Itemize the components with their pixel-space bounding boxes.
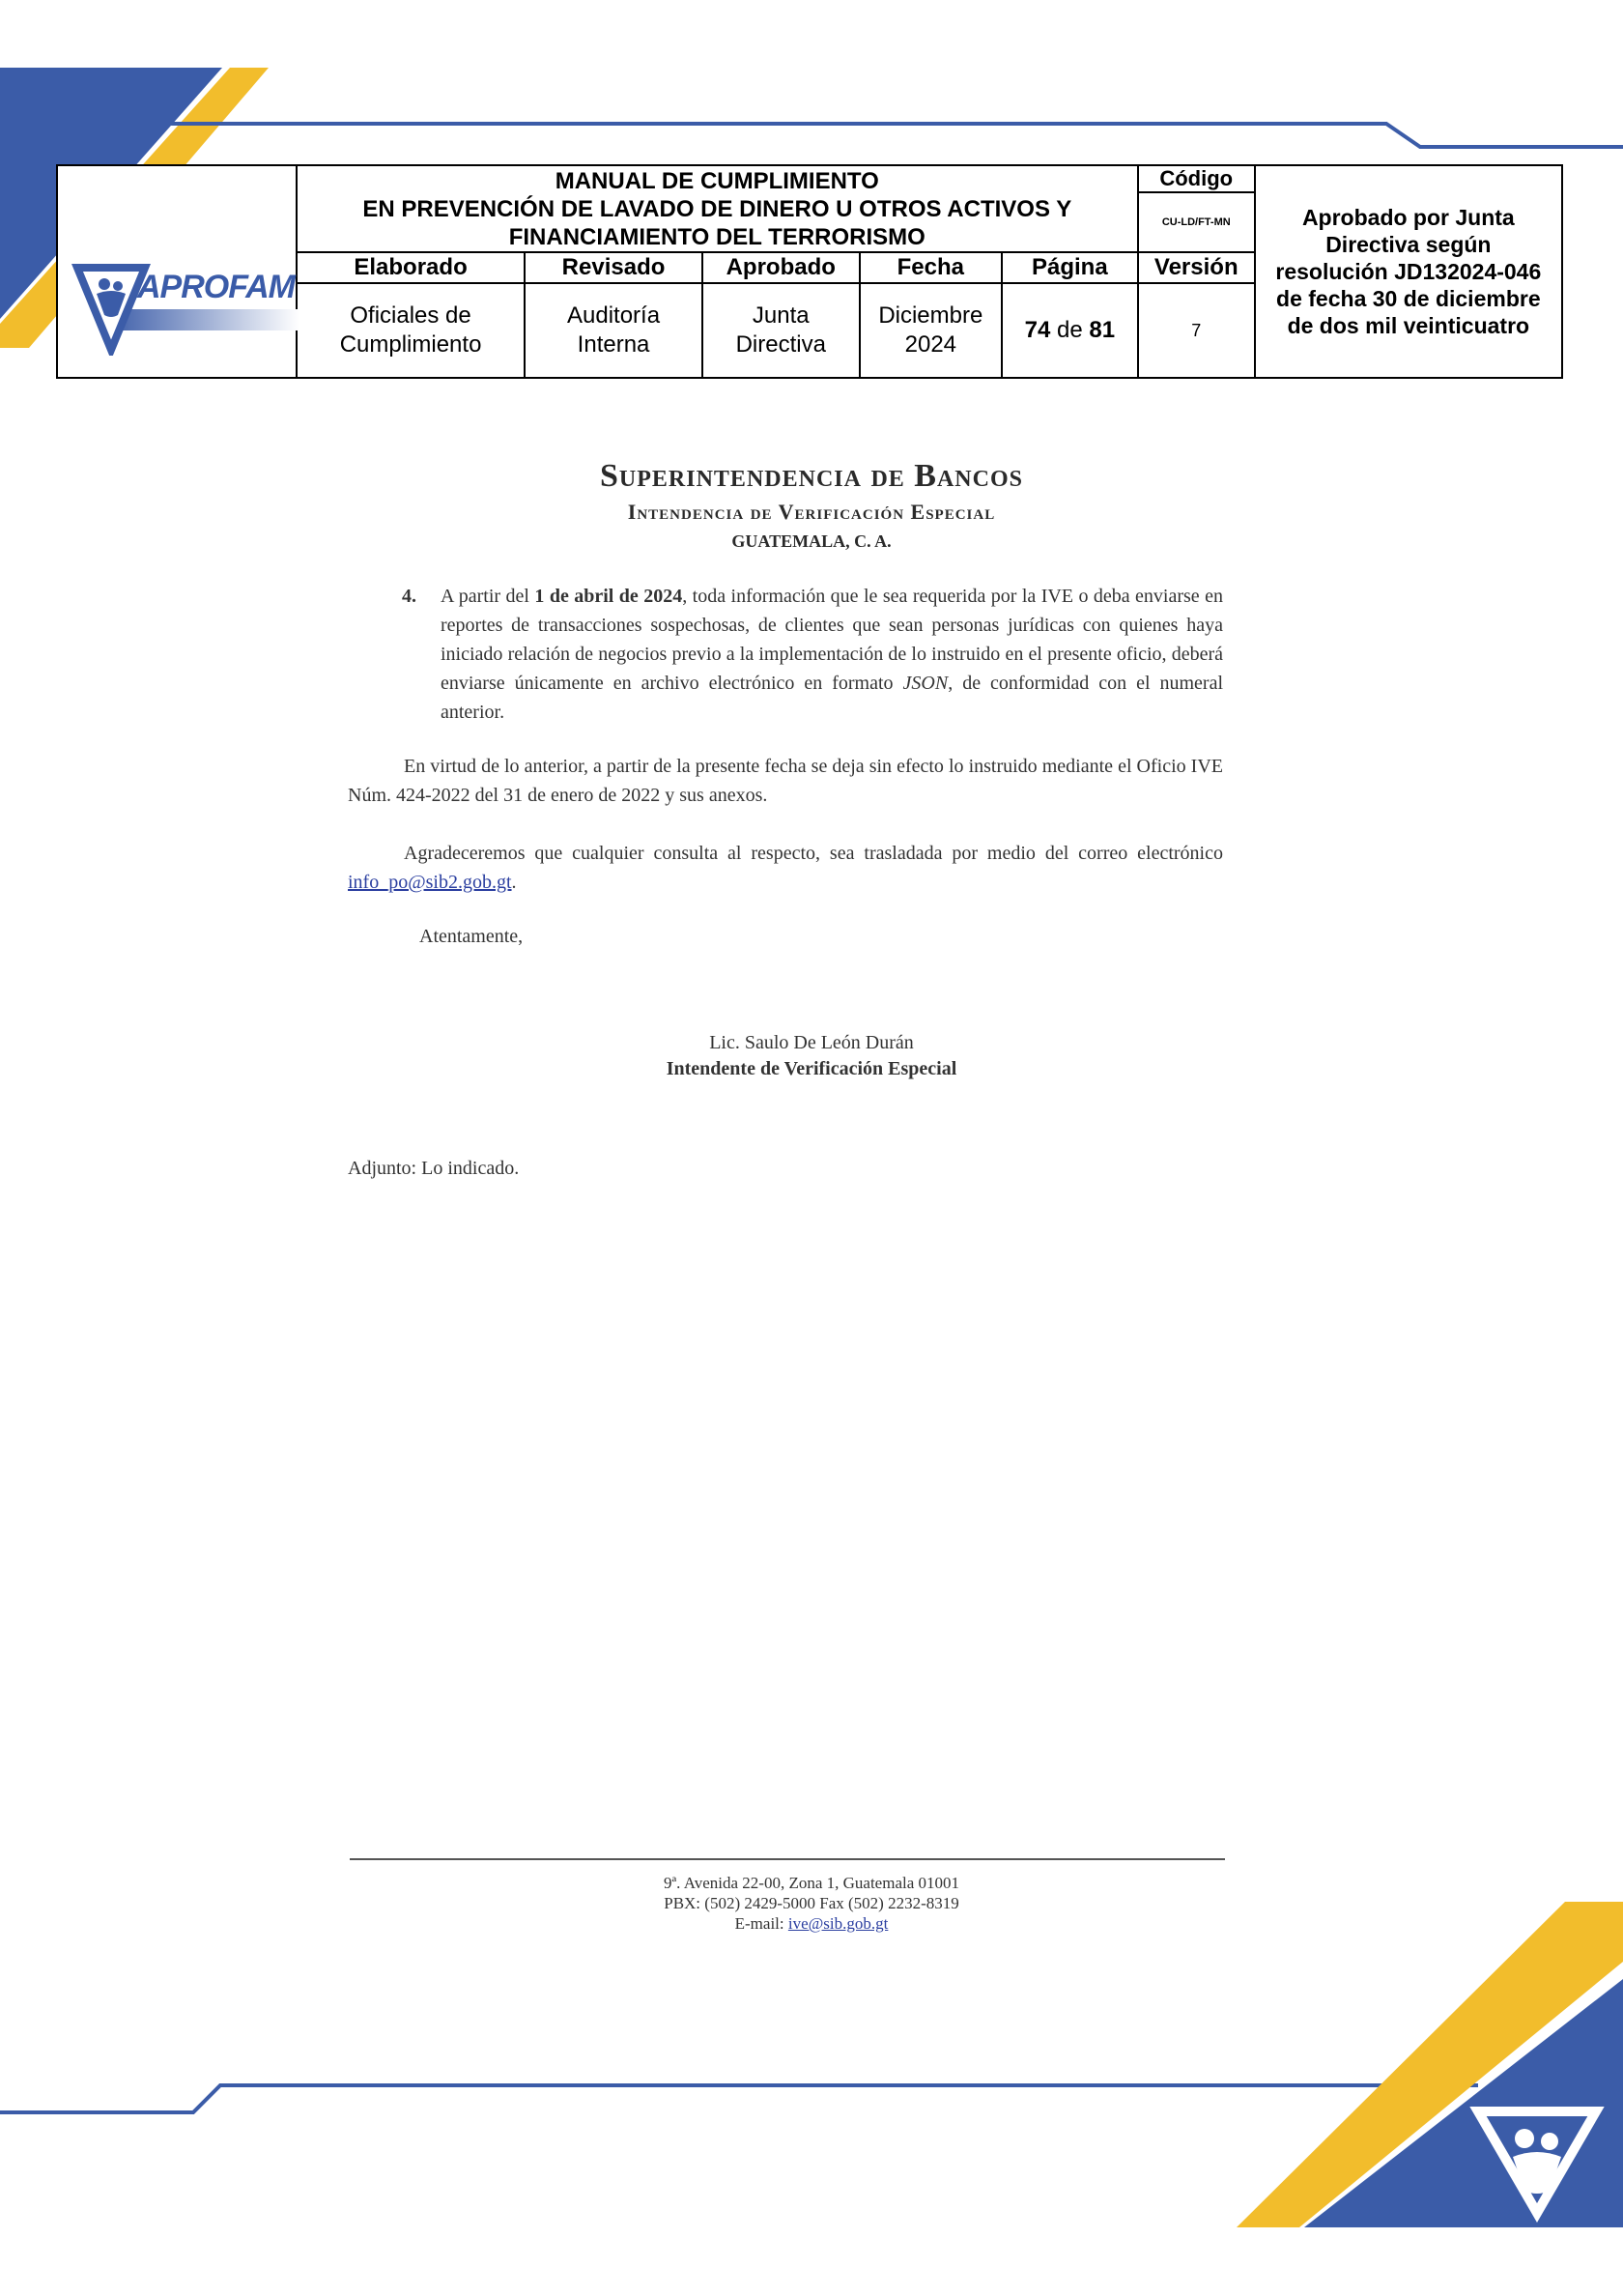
- footer-email-label: E-mail:: [734, 1914, 784, 1933]
- signer-title: Intendente de Verificación Especial: [666, 1058, 957, 1079]
- item-text-b: , toda información que le sea requerida por la IVE o deba enviarse en reportes de transacciones sospechosas, de clientes que sean personas jurídicas con quienes haya iniciado relación de negocios previo a la implementación de lo instruido en el presente oficio, deberá enviarse únicamente en archivo electrónico en formato: [441, 586, 1223, 694]
- paragraph-1: En virtud de lo anterior, a partir de la presente fecha se deja sin efecto lo instruido mediante el Oficio IVE Núm. 424-2022 del 31 de enero de 2022 y sus anexos.: [348, 756, 1223, 806]
- paragraph-2-text: Agradeceremos que cualquier consulta al respecto, sea trasladada por medio del correo electrónico: [404, 843, 1223, 864]
- col-elaborado: Elaborado: [297, 252, 526, 283]
- value-elaborado: [297, 283, 526, 378]
- logo-wordmark: APROFAM: [137, 269, 295, 305]
- col-version: Versión: [1138, 252, 1255, 283]
- footer-email: [0, 1913, 1623, 1934]
- elaborado-line-2: Cumplimiento: [339, 331, 482, 358]
- paragraph-2: [348, 839, 1223, 897]
- elaborado-line-1: Oficiales de: [350, 302, 471, 329]
- approval-note: Aprobado por Junta Directiva según resolución JD132024-046 de fecha 30 de diciembre de dos mil veinticuatro: [1255, 165, 1562, 378]
- value-aprobado: [702, 283, 860, 378]
- top-header-line: [169, 124, 1623, 147]
- page-total: 81: [1089, 317, 1116, 343]
- codigo-label: Código: [1138, 165, 1255, 192]
- document-header-table: [56, 164, 1563, 379]
- bottom-footer-line: [0, 2085, 1478, 2112]
- item-text-a: A partir del: [441, 586, 529, 607]
- document-title: [297, 165, 1138, 252]
- attachment-note: Adjunto: Lo indicado.: [348, 1158, 520, 1179]
- title-line-3: FINANCIAMIENTO DEL TERRORISMO: [508, 223, 925, 250]
- numbered-item: [402, 582, 1223, 727]
- letterhead-department: Intendencia de Verificación Especial: [627, 500, 996, 524]
- logo-cell: [57, 165, 297, 378]
- footer-address: 9ª. Avenida 22-00, Zona 1, Guatemala 01001: [663, 1874, 960, 1892]
- footer-phones: PBX: (502) 2429-5000 Fax (502) 2232-8319: [664, 1894, 959, 1912]
- col-pagina: Página: [1002, 252, 1138, 283]
- page-of: de: [1056, 317, 1083, 343]
- page-current: 74: [1024, 317, 1051, 343]
- item-text: [441, 582, 1223, 727]
- value-pagina: [1002, 283, 1138, 378]
- title-line-1: MANUAL DE CUMPLIMIENTO: [555, 167, 879, 194]
- letterhead-location: GUATEMALA, C. A.: [731, 531, 892, 551]
- revisado-line-2: Interna: [577, 331, 650, 358]
- value-fecha: [860, 283, 1002, 378]
- item-date: 1 de abril de 2024: [534, 586, 683, 607]
- title-line-2: EN PREVENCIÓN DE LAVADO DE DINERO U OTROS ACTIVOS Y: [362, 195, 1072, 222]
- col-aprobado: Aprobado: [702, 252, 860, 283]
- paragraph-2-end: .: [511, 872, 517, 893]
- signer-name: Lic. Saulo De León Durán: [709, 1032, 914, 1053]
- closing: Atentamente,: [419, 926, 524, 947]
- codigo-value: CU-LD/FT-MN: [1138, 192, 1255, 252]
- footer-email-link[interactable]: ive@sib.gob.gt: [787, 1914, 889, 1933]
- footer-divider: [350, 1858, 1225, 1860]
- letterhead-institution: Superintendencia de Bancos: [600, 458, 1023, 494]
- value-revisado: [525, 283, 701, 378]
- item-format: JSON: [902, 673, 949, 694]
- item-text-c: , de conformidad con el numeral anterior.: [441, 673, 1224, 723]
- aprobado-line-2: Directiva: [735, 331, 826, 358]
- aprobado-line-1: Junta: [752, 302, 810, 329]
- col-revisado: Revisado: [525, 252, 701, 283]
- fecha-line-1: Diciembre: [878, 302, 983, 329]
- fecha-line-2: 2024: [904, 331, 957, 358]
- value-version: 7: [1138, 283, 1255, 378]
- item-number: 4.: [402, 586, 416, 607]
- revisado-line-1: Auditoría: [567, 302, 661, 329]
- aprofam-logo: [68, 263, 299, 356]
- contact-email-link[interactable]: info_po@sib2.gob.gt: [348, 872, 512, 893]
- col-fecha: Fecha: [860, 252, 1002, 283]
